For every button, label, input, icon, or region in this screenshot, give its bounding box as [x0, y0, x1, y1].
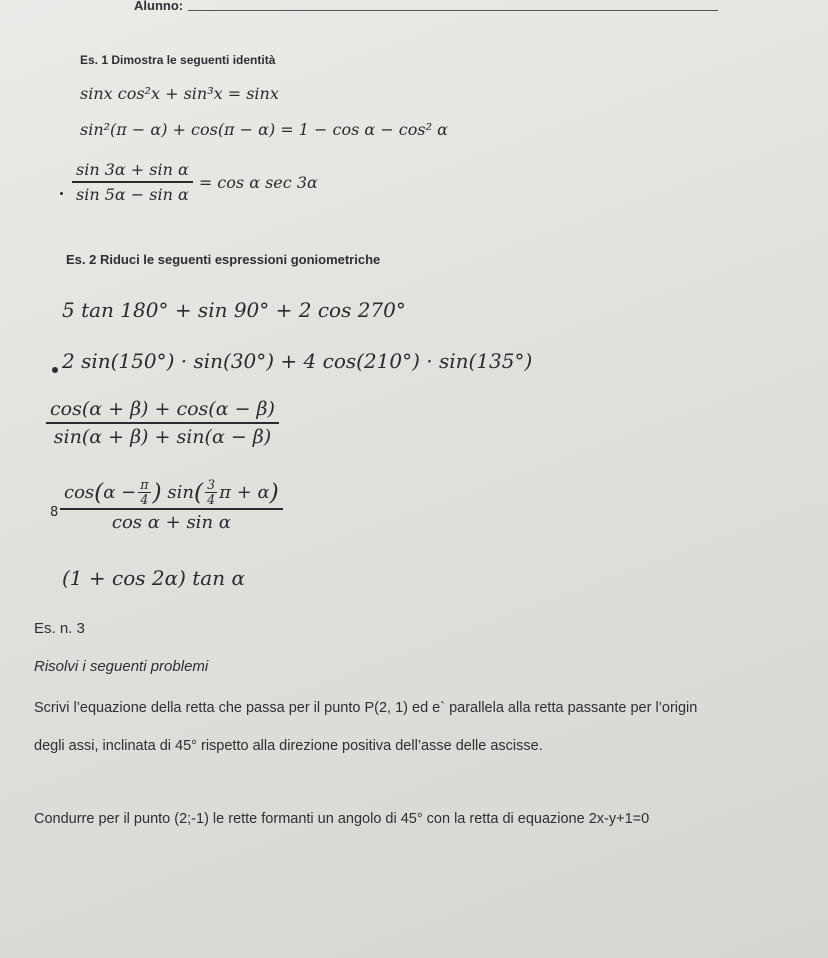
ex3-subtitle: Risolvi i seguenti problemi — [34, 658, 209, 675]
ex1-title: Es. 1 Dimostra le seguenti identità — [80, 53, 276, 67]
student-name-line — [188, 10, 718, 11]
ex2-expression-4: cos ( α − π 4 ) sin ( 3 4 π + α ) cos α + sin α — [60, 478, 283, 533]
ex2-bullet-2 — [52, 360, 58, 378]
ex1-identity-2: sin²(π − α) + cos(π − α) = 1 − cos α − cos² α — [80, 120, 448, 139]
ex1-identity-3: $\frac{\text{sin 3α + sin α}}{\text{sin 5α − sin α}}$ = cos α sec 3α — [72, 160, 318, 204]
ex2-title: Es. 2 Riduci le seguenti espressioni goniometriche — [66, 252, 381, 267]
ex1-bullet-3 — [60, 182, 63, 200]
student-label: Alunno: — [134, 0, 184, 13]
ex2-expression-1: 5 tan 180° + sin 90° + 2 cos 270° — [62, 298, 406, 322]
ex3-title: Es. n. 3 — [34, 620, 85, 637]
ex2-expression-2: 2 sin(150°) · sin(30°) + 4 cos(210°) · sin(135°) — [62, 349, 533, 373]
ex2-expression-3: $\frac{\cos(\alpha + \beta) + \cos(\alpha - \beta)}{\sin(\alpha + \beta) + \sin(\alpha - \beta)}$ — [46, 398, 279, 448]
ex3-problem-1-line-1: Scrivi l’equazione della retta che passa per il punto P(2, 1) ed e` parallela alla retta passante per l’origin — [34, 700, 698, 716]
ex2-bullet-4: 8 — [50, 505, 59, 520]
ex2-expression-5: (1 + cos 2α) tan α — [62, 566, 245, 590]
ex3-problem-1-line-2: degli assi, inclinata di 45° rispetto alla direzione positiva dell’asse delle ascisse. — [34, 738, 543, 754]
ex1-identity-1: sinx cos²x + sin³x = sinx — [80, 84, 279, 103]
ex3-problem-2: Condurre per il punto (2;-1) le rette formanti un angolo di 45° con la retta di equazione 2x-y+1=0 — [34, 811, 650, 827]
